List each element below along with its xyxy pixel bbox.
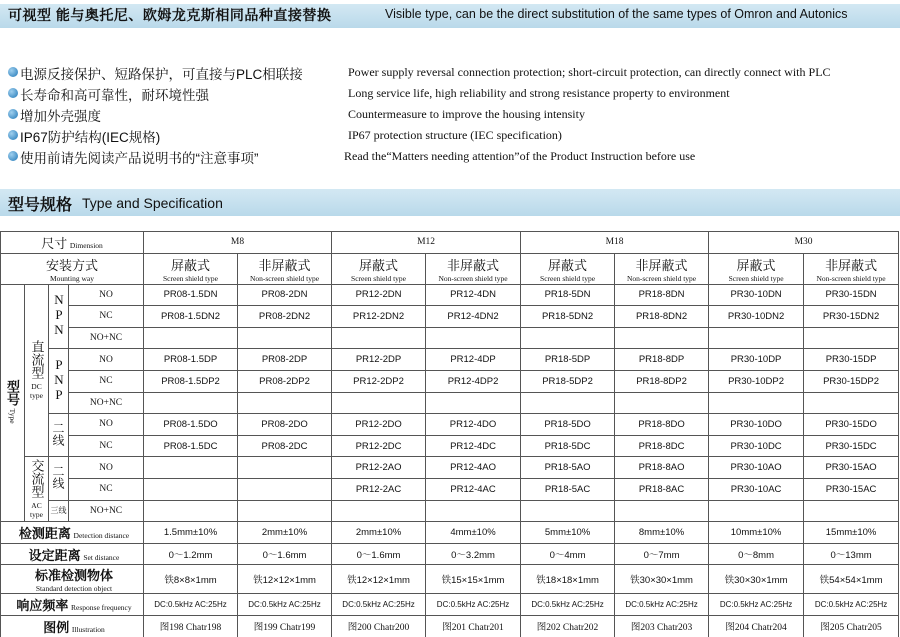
spec-cell: 0～1.6mm [332,543,426,565]
model-cell: PR18-5DO [521,414,615,436]
feature-en: IP67 protection structure (IEC specification) [348,128,562,142]
model-cell [144,500,238,522]
spec-cell: 铁18×18×1mm [521,565,615,594]
feature-cn: 增加外壳强度 [20,109,101,124]
table-row [1,253,899,284]
table-row [1,306,899,328]
spec-cell: 10mm±10% [709,522,804,544]
model-cell [144,327,238,349]
model-cell [238,327,332,349]
spec-cell: 0～3.2mm [426,543,521,565]
table-row [1,565,899,594]
table-row [1,392,899,414]
model-cell [332,500,426,522]
ac-three-wire-label: 三线 [49,500,69,522]
model-cell: PR18-8DP [615,349,709,371]
spec-cell: 0～13mm [804,543,899,565]
feature-item [0,146,900,166]
model-cell [709,327,804,349]
model-cell: PR12-2DC [332,435,426,457]
table-row [1,615,899,637]
size-m30: M30 [709,232,899,254]
standard-object-label: 标准检测物体 Standard detection object [1,565,144,594]
table-row [1,349,899,371]
model-cell: PR30-10DN [709,284,804,306]
model-cell [144,392,238,414]
model-cell: PR18-8DO [615,414,709,436]
bullet-icon [8,88,18,98]
model-cell: PR12-2DP [332,349,426,371]
table-row [1,522,899,544]
section-title-cn: 型号规格 [8,197,73,214]
model-cell: PR30-10DP [709,349,804,371]
model-cell [521,392,615,414]
spec-cell: 1.5mm±10% [144,522,238,544]
model-cell [804,392,899,414]
illustration-label: 图例 Illustration [1,615,144,637]
model-cell: PR18-8AC [615,478,709,500]
illustration-cell: 图199 Chatr199 [238,615,332,637]
feature-cn: IP67防护结构(IEC规格) [20,130,161,145]
model-cell: PR12-4DN [426,284,521,306]
model-cell [804,500,899,522]
model-cell: PR30-15DP2 [804,370,899,392]
nonshield-header: 非屏蔽式 Non-screen shield type [426,253,521,284]
model-cell: PR18-8DP2 [615,370,709,392]
spec-table [0,231,899,637]
nonshield-header: 非屏蔽式 Non-screen shield type [804,253,899,284]
illustration-cell: 图202 Chatr202 [521,615,615,637]
model-cell: PR18-8AO [615,457,709,479]
feature-cn: 使用前请先阅读产品说明书的“注意事项” [20,151,259,166]
feature-item [0,62,900,82]
detection-distance-label: 检测距离 Detection distance [1,522,144,544]
spec-cell: DC:0.5kHz AC:25Hz [144,594,238,616]
model-cell: PR18-5DN2 [521,306,615,328]
spec-cell: DC:0.5kHz AC:25Hz [521,594,615,616]
feature-item [0,104,900,124]
model-cell: PR18-8DN2 [615,306,709,328]
spec-cell: 铁12×12×1mm [332,565,426,594]
model-cell: PR08-2DP [238,349,332,371]
model-cell [238,392,332,414]
signal-nc: NC [69,306,144,328]
model-cell: PR12-2DN2 [332,306,426,328]
spec-cell: 15mm±10% [804,522,899,544]
spec-cell: 0～1.6mm [238,543,332,565]
shield-header: 屏蔽式 Screen shield type [144,253,238,284]
feature-cn: 长寿命和高可靠性，耐环境性强 [20,88,209,103]
signal-nc: NC [69,435,144,457]
table-row [1,232,899,254]
section-title-en: Type and Specification [82,195,223,211]
table-row [1,370,899,392]
model-cell: PR18-5DN [521,284,615,306]
model-cell: PR18-5DP [521,349,615,371]
feature-item [0,125,900,145]
model-cell: PR30-15DN [804,284,899,306]
spec-cell: 铁30×30×1mm [615,565,709,594]
model-cell: PR18-5DC [521,435,615,457]
spec-cell: DC:0.5kHz AC:25Hz [615,594,709,616]
model-cell: PR12-4DC [426,435,521,457]
model-cell: PR08-2DN2 [238,306,332,328]
model-cell: PR08-2DO [238,414,332,436]
spec-cell: 0～7mm [615,543,709,565]
model-cell: PR08-1.5DO [144,414,238,436]
signal-nc: NC [69,478,144,500]
spec-cell: 铁30×30×1mm [709,565,804,594]
feature-en: Long service life, high reliability and strong resistance property to environment [348,86,730,100]
table-row [1,594,899,616]
feature-cn: 电源反接保护、短路保护，可直接与PLC相联接 [20,67,303,82]
signal-no: NO [69,284,144,306]
model-cell [521,500,615,522]
spec-cell: 铁8×8×1mm [144,565,238,594]
shield-header: 屏蔽式 Screen shield type [709,253,804,284]
model-cell: PR30-10AO [709,457,804,479]
model-cell [144,478,238,500]
spec-cell: 铁15×15×1mm [426,565,521,594]
model-cell: PR08-1.5DN [144,284,238,306]
table-row [1,500,899,522]
dc-two-wire-label: 二线 [49,414,69,457]
illustration-cell: 图204 Chatr204 [709,615,804,637]
signal-no: NO [69,457,144,479]
model-cell: PR18-5DP2 [521,370,615,392]
spec-cell: 0～1.2mm [144,543,238,565]
signal-nc: NC [69,370,144,392]
model-cell: PR12-4DP [426,349,521,371]
model-cell [615,392,709,414]
illustration-cell: 图201 Chatr201 [426,615,521,637]
illustration-cell: 图203 Chatr203 [615,615,709,637]
ac-two-wire-label: 二线 [49,457,69,500]
shield-header: 屏蔽式 Screen shield type [521,253,615,284]
model-cell: PR08-1.5DC [144,435,238,457]
signal-nonc: NO+NC [69,327,144,349]
model-cell: PR08-2DN [238,284,332,306]
model-cell [709,392,804,414]
table-row [1,457,899,479]
model-cell [615,500,709,522]
bullet-icon [8,151,18,161]
bullet-icon [8,130,18,140]
dimension-header: 尺寸 Dimension [1,232,144,254]
model-cell: PR08-2DP2 [238,370,332,392]
model-cell: PR30-15DN2 [804,306,899,328]
model-cell: PR12-2DO [332,414,426,436]
model-cell: PR08-1.5DP2 [144,370,238,392]
signal-no: NO [69,414,144,436]
model-cell: PR30-10DN2 [709,306,804,328]
model-cell: PR18-5AC [521,478,615,500]
feature-en: Power supply reversal connection protection; short-circuit protection, can directly connect with PLC [348,65,831,79]
spec-cell: DC:0.5kHz AC:25Hz [804,594,899,616]
nonshield-header: 非屏蔽式 Non-screen shield type [238,253,332,284]
model-cell: PR30-10AC [709,478,804,500]
dc-label: 直流型 DC type [25,284,49,457]
model-cell: PR12-4AC [426,478,521,500]
spec-cell: DC:0.5kHz AC:25Hz [709,594,804,616]
model-cell: PR30-15AC [804,478,899,500]
bullet-icon [8,109,18,119]
model-cell: PR12-2AO [332,457,426,479]
model-cell: PR30-15DP [804,349,899,371]
header-title-en: Visible type, can be the direct substitution of the same types of Omron and Autonics [385,7,848,21]
table-row [1,327,899,349]
model-cell [238,478,332,500]
mounting-header: 安装方式 Mounting way [1,253,144,284]
model-cell: PR30-10DO [709,414,804,436]
table-row [1,435,899,457]
model-cell: PR12-2DP2 [332,370,426,392]
model-cell: PR30-15DC [804,435,899,457]
table-row [1,478,899,500]
response-frequency-label: 响应频率 Response frequency [1,594,144,616]
signal-nonc: NO+NC [69,500,144,522]
spec-cell: DC:0.5kHz AC:25Hz [426,594,521,616]
model-cell: PR08-1.5DP [144,349,238,371]
model-cell: PR12-4DN2 [426,306,521,328]
model-cell: PR30-15AO [804,457,899,479]
spec-cell: DC:0.5kHz AC:25Hz [332,594,426,616]
size-m12: M12 [332,232,521,254]
model-cell [615,327,709,349]
model-cell [426,327,521,349]
size-m8: M8 [144,232,332,254]
bullet-icon [8,67,18,77]
model-cell: PR18-8DC [615,435,709,457]
model-cell: PR30-10DC [709,435,804,457]
model-cell: PR12-2AC [332,478,426,500]
model-cell [332,327,426,349]
spec-cell: 铁12×12×1mm [238,565,332,594]
model-cell: PR12-2DN [332,284,426,306]
model-cell [709,500,804,522]
spec-cell: 8mm±10% [615,522,709,544]
spec-cell: 4mm±10% [426,522,521,544]
model-cell: PR12-4DO [426,414,521,436]
model-cell: PR08-2DC [238,435,332,457]
model-cell: PR12-4DP2 [426,370,521,392]
model-cell [238,457,332,479]
table-row [1,543,899,565]
spec-cell: 铁54×54×1mm [804,565,899,594]
model-cell [521,327,615,349]
signal-nonc: NO+NC [69,392,144,414]
model-cell [804,327,899,349]
feature-en: Countermeasure to improve the housing intensity [348,107,585,121]
ac-label: 交流型 AC type [25,457,49,522]
model-cell [332,392,426,414]
model-cell [426,500,521,522]
type-label: 型号 Type [1,284,25,522]
pnp-label: PNP [49,349,69,414]
feature-item [0,83,900,103]
illustration-cell: 图205 Chatr205 [804,615,899,637]
model-cell: PR12-4AO [426,457,521,479]
model-cell: PR18-8DN [615,284,709,306]
table-row [1,284,899,306]
shield-header: 屏蔽式 Screen shield type [332,253,426,284]
model-cell: PR18-5AO [521,457,615,479]
model-cell [426,392,521,414]
spec-cell: 2mm±10% [238,522,332,544]
nonshield-header: 非屏蔽式 Non-screen shield type [615,253,709,284]
set-distance-label: 设定距离 Set distance [1,543,144,565]
spec-cell: 5mm±10% [521,522,615,544]
signal-no: NO [69,349,144,371]
illustration-cell: 图200 Chatr200 [332,615,426,637]
feature-en: Read the“Matters needing attention”of the Product Instruction before use [344,149,696,163]
spec-cell: DC:0.5kHz AC:25Hz [238,594,332,616]
table-row [1,414,899,436]
illustration-cell: 图198 Chatr198 [144,615,238,637]
spec-cell: 0～4mm [521,543,615,565]
header-title-cn: 可视型 能与奥托尼、欧姆龙克斯相同品种直接替换 [8,7,332,23]
size-m18: M18 [521,232,709,254]
model-cell [238,500,332,522]
spec-cell: 0～8mm [709,543,804,565]
spec-cell: 2mm±10% [332,522,426,544]
model-cell: PR30-10DP2 [709,370,804,392]
model-cell [144,457,238,479]
model-cell: PR30-15DO [804,414,899,436]
npn-label: NPN [49,284,69,349]
model-cell: PR08-1.5DN2 [144,306,238,328]
